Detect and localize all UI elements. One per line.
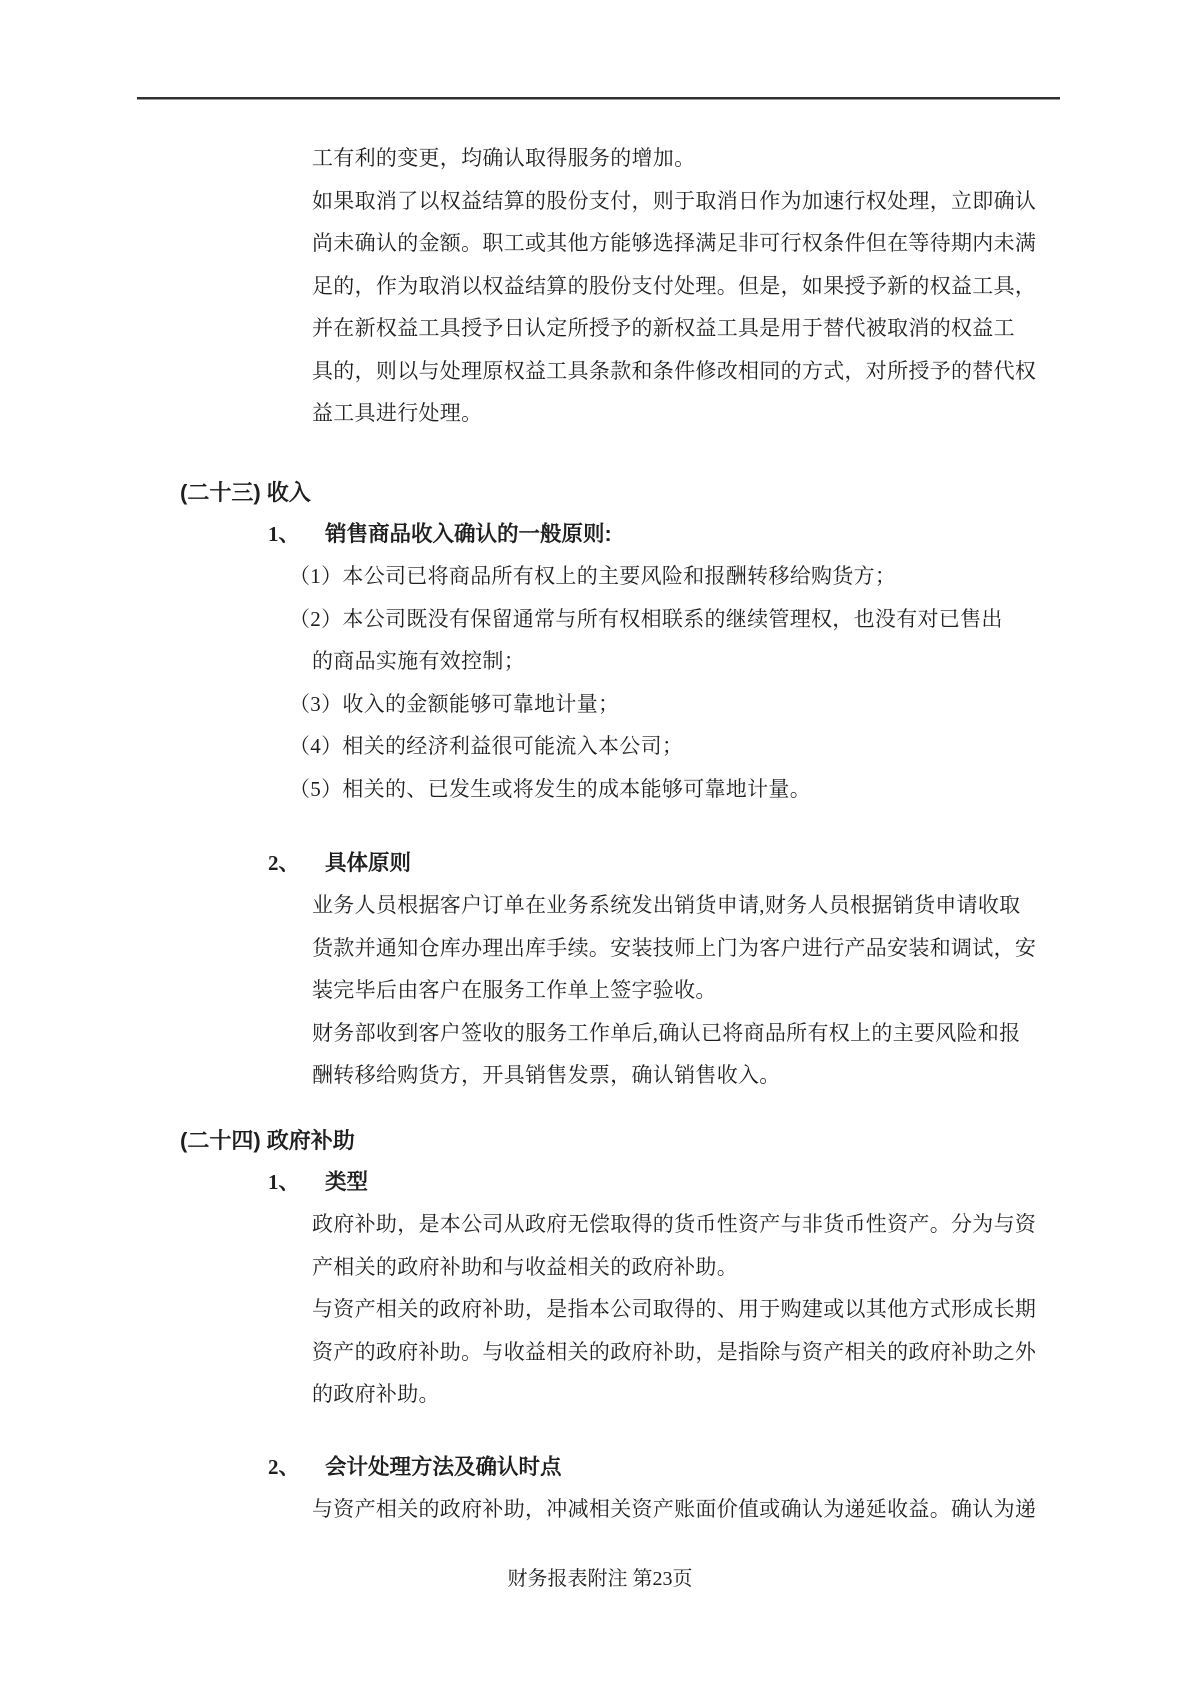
- text-line: 装完毕后由客户在服务工作单上签字验收。: [312, 978, 717, 1002]
- text-line: 与资产相关的政府补助，冲减相关资产账面价值或确认为递延收益。确认为递: [312, 1497, 1037, 1521]
- text-line: （5）相关的、已发生或将发生的成本能够可靠地计量。: [289, 776, 811, 801]
- heading-number: 1、: [268, 1170, 300, 1194]
- numbered-heading: [180, 842, 1060, 885]
- heading-title: 会计处理方法及确认时点: [325, 1455, 562, 1479]
- text-line: 工有利的变更，均确认取得服务的增加。: [312, 146, 696, 170]
- page-footer: 财务报表附注 第23页: [507, 1568, 693, 1590]
- section-heading: [180, 472, 1060, 515]
- text-line: 与资产相关的政府补助，是指本公司取得的、用于购建或以其他方式形成长期: [312, 1297, 1037, 1321]
- numbered-heading: [180, 1446, 1060, 1489]
- header-rule: [137, 97, 1060, 100]
- section-heading: [180, 1120, 1060, 1163]
- text-line: 货款并通知仓库办理出库手续。安装技师上门为客户进行产品安装和调试，安: [312, 935, 1037, 960]
- text-line: 的政府补助。: [312, 1382, 440, 1406]
- text-line: 如果取消了以权益结算的股份支付，则于取消日作为加速行权处理，立即确认: [312, 188, 1037, 213]
- text-line: 资产的政府补助。与收益相关的政府补助，是指除与资产相关的政府补助之外: [312, 1339, 1037, 1364]
- paragraph-group: [180, 1488, 1060, 1531]
- paragraph-group: [180, 137, 1060, 435]
- text-line: 业务人员根据客户订单在业务系统发出销货申请,财务人员根据销货申请收取: [312, 893, 1021, 917]
- numbered-heading: [180, 1161, 1060, 1204]
- text-line: 的商品实施有效控制；: [312, 649, 525, 673]
- text-line: 并在新权益工具授予日认定所授予的新权益工具是用于替代被取消的权益工: [312, 316, 1015, 340]
- text-line: 益工具进行处理。: [312, 401, 483, 425]
- text-line: 尚未确认的金额。职工或其他方能够选择满足非可行权条件但在等待期内未满: [312, 231, 1037, 255]
- text-line: 产相关的政府补助和与收益相关的政府补助。: [312, 1254, 738, 1279]
- heading-title: 具体原则: [325, 851, 412, 875]
- section-heading-text: (二十四) 政府补助: [180, 1128, 355, 1153]
- text-line: 足的，作为取消以权益结算的股份支付处理。但是，如果授予新的权益工具，: [312, 273, 1037, 298]
- heading-number: 2、: [268, 1455, 300, 1479]
- heading-number: 2、: [268, 851, 300, 875]
- numbered-heading: [180, 513, 1060, 556]
- paragraph-group: [180, 884, 1060, 1097]
- text-line: 具的，则以与处理原权益工具条款和条件修改相同的方式，对所授予的替代权: [312, 358, 1037, 383]
- section-heading-text: (二十三) 收入: [180, 480, 311, 505]
- text-line: （4）相关的经济利益很可能流入本公司；: [289, 734, 684, 758]
- paragraph-group: [180, 555, 1060, 810]
- heading-number: 1、: [268, 522, 300, 546]
- text-line: （1）本公司已将商品所有权上的主要风险和报酬转移给购货方；: [289, 564, 897, 588]
- text-line: （2）本公司既没有保留通常与所有权相联系的继续管理权，也没有对已售出: [289, 606, 1003, 631]
- text-line: 财务部收到客户签收的服务工作单后,确认已将商品所有权上的主要风险和报: [312, 1020, 1021, 1045]
- heading-title: 销售商品收入确认的一般原则:: [325, 522, 612, 546]
- text-line: 政府补助，是本公司从政府无偿取得的货币性资产与非货币性资产。分为与资: [312, 1212, 1037, 1236]
- text-line: 酬转移给购货方，开具销售发票，确认销售收入。: [312, 1063, 781, 1087]
- heading-title: 类型: [325, 1170, 369, 1194]
- text-line: （3）收入的金额能够可靠地计量；: [289, 691, 620, 716]
- paragraph-group: [180, 1203, 1060, 1416]
